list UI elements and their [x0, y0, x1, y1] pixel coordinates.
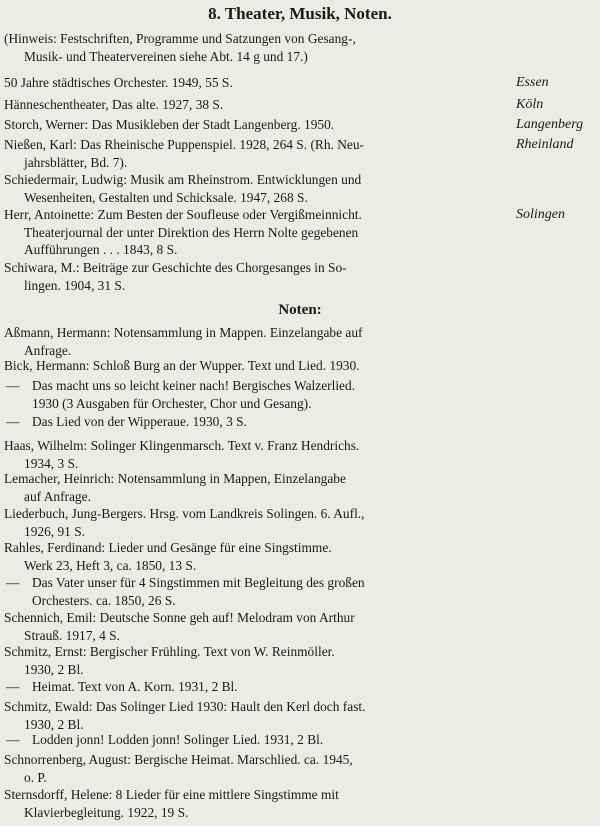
entry-line: Liederbuch, Jung-Bergers. Hrsg. vom Landkreis Solingen. 6. Aufl., — [4, 506, 365, 521]
entry-line: Rahles, Ferdinand: Lieder und Gesänge für eine Singstimme. — [4, 540, 332, 555]
music-entry — [4, 698, 514, 733]
entry-continuation: 1930, 2 Bl. — [24, 716, 84, 732]
music-entry — [4, 539, 514, 574]
ditto-dash: — — [6, 414, 20, 429]
bibliography-entry — [4, 259, 514, 294]
music-entry — [4, 437, 514, 472]
entry-line: Aßmann, Hermann: Notensammlung in Mappen. Einzelangabe auf — [4, 325, 363, 340]
entry-line: Lodden jonn! Lodden jonn! Solinger Lied. 1931, 2 Bl. — [32, 732, 324, 747]
music-entry — [4, 505, 514, 540]
entry-continuation: Orchesters. ca. 1850, 26 S. — [32, 592, 176, 608]
place-label: Rheinland — [516, 137, 574, 152]
entry-line: Storch, Werner: Das Musikleben der Stadt Langenberg. 1950. — [4, 117, 335, 132]
note-line-2: Musik- und Theatervereinen siehe Abt. 14 g und 17.) — [24, 49, 308, 64]
entry-continuation: Klavierbegleitung. 1922, 19 S. — [24, 804, 189, 820]
entry-line: Das Vater unser für 4 Singstimmen mit Begleitung des großen — [32, 575, 365, 590]
ditto-dash: — — [6, 679, 20, 694]
entry-line: Sternsdorff, Helene: 8 Lieder für eine mittlere Singstimme mit — [4, 787, 339, 802]
music-entry — [4, 324, 514, 359]
sub-entry — [6, 678, 516, 696]
entry-line: Das Lied von der Wipperaue. 1930, 3 S. — [32, 414, 247, 429]
entry-continuation: 1930 (3 Ausgaben für Orchester, Chor und Gesang). — [32, 395, 312, 411]
entry-line: Schennich, Emil: Deutsche Sonne geh auf! Melodram von Arthur — [4, 610, 355, 625]
music-entry — [4, 357, 514, 375]
entry-line: Haas, Wilhelm: Solinger Klingenmarsch. Text v. Franz Hendrichs. — [4, 438, 360, 453]
entry-continuation: Strauß. 1917, 4 S. — [24, 627, 120, 643]
entry-line: Schnorrenberg, August: Bergische Heimat. Marschlied. ca. 1945, — [4, 752, 353, 767]
entry-line: Schmitz, Ewald: Das Solinger Lied 1930: Hault den Kerl doch fast. — [4, 699, 366, 714]
entry-line: Schiedermair, Ludwig: Musik am Rheinstrom. Entwicklungen und — [4, 172, 362, 187]
entry-continuation: Anfrage. — [24, 342, 72, 358]
entry-line: Herr, Antoinette: Zum Besten der Soufleuse oder Vergißmeinnicht. — [4, 207, 362, 222]
bibliography-entry — [4, 116, 514, 134]
entry-continuation: Werk 23, Heft 3, ca. 1850, 13 S. — [24, 557, 197, 573]
entry-continuation: Wesenheiten, Gestalten und Schicksale. 1947, 268 S. — [24, 189, 308, 205]
entry-line: Nießen, Karl: Das Rheinische Puppenspiel. 1928, 264 S. (Rh. Neu- — [4, 137, 365, 152]
bibliography-entry — [4, 136, 514, 171]
entry-line: Schiwara, M.: Beiträge zur Geschichte des Chorgesanges in So- — [4, 260, 347, 275]
entry-continuation: jahrsblätter, Bd. 7). — [24, 154, 128, 170]
bibliography-entry — [4, 96, 514, 114]
sub-entry — [6, 731, 516, 749]
page-title: 8. Theater, Musik, Noten. — [208, 4, 392, 23]
sub-entry — [6, 413, 516, 431]
entry-line: 50 Jahre städtisches Orchester. 1949, 55 S. — [4, 75, 233, 90]
bibliography-entry — [4, 171, 514, 206]
entry-line: Heimat. Text von A. Korn. 1931, 2 Bl. — [32, 679, 238, 694]
entry-continuation: auf Anfrage. — [24, 488, 91, 504]
entry-continuation: 1930, 2 Bl. — [24, 661, 84, 677]
ditto-dash: — — [6, 575, 20, 590]
entry-line: Schmitz, Ernst: Bergischer Frühling. Text von W. Reinmöller. — [4, 644, 335, 659]
entry-continuation: 1934, 3 S. — [24, 455, 79, 471]
music-entry — [4, 751, 514, 786]
music-entry — [4, 609, 514, 644]
entry-line: Bick, Hermann: Schloß Burg an der Wupper. Text und Lied. 1930. — [4, 358, 360, 373]
entry-continuation: Aufführungen . . . 1843, 8 S. — [24, 242, 178, 257]
music-entry — [4, 470, 514, 505]
note-line-1: (Hinweis: Festschriften, Programme und Satzungen von Gesang-, — [4, 31, 356, 46]
place-label: Köln — [516, 97, 544, 112]
entry-line: Hänneschentheater, Das alte. 1927, 38 S. — [4, 97, 224, 112]
place-label: Langenberg — [516, 117, 584, 132]
place-label: Essen — [516, 75, 549, 90]
entry-continuation: lingen. 1904, 31 S. — [24, 277, 126, 293]
reference-note — [4, 30, 524, 66]
ditto-dash: — — [6, 378, 20, 393]
entry-line: Lemacher, Heinrich: Notensammlung in Mappen, Einzelangabe — [4, 471, 346, 486]
ditto-dash: — — [6, 732, 20, 747]
bibliography-entry — [4, 206, 514, 259]
sub-entry — [6, 574, 516, 609]
music-entry — [4, 786, 514, 821]
entry-continuation: o. P. — [24, 769, 47, 785]
entry-continuation: Theaterjournal der unter Direktion des Herrn Nolte gegebenen — [24, 224, 359, 240]
section-heading-noten: Noten: — [278, 302, 322, 318]
entry-line: Das macht uns so leicht keiner nach! Bergisches Walzerlied. — [32, 378, 356, 393]
music-entry — [4, 643, 514, 678]
bibliography-entry — [4, 74, 514, 92]
sub-entry — [6, 377, 516, 412]
entry-continuation: 1926, 91 S. — [24, 523, 86, 539]
place-label: Solingen — [516, 207, 565, 222]
